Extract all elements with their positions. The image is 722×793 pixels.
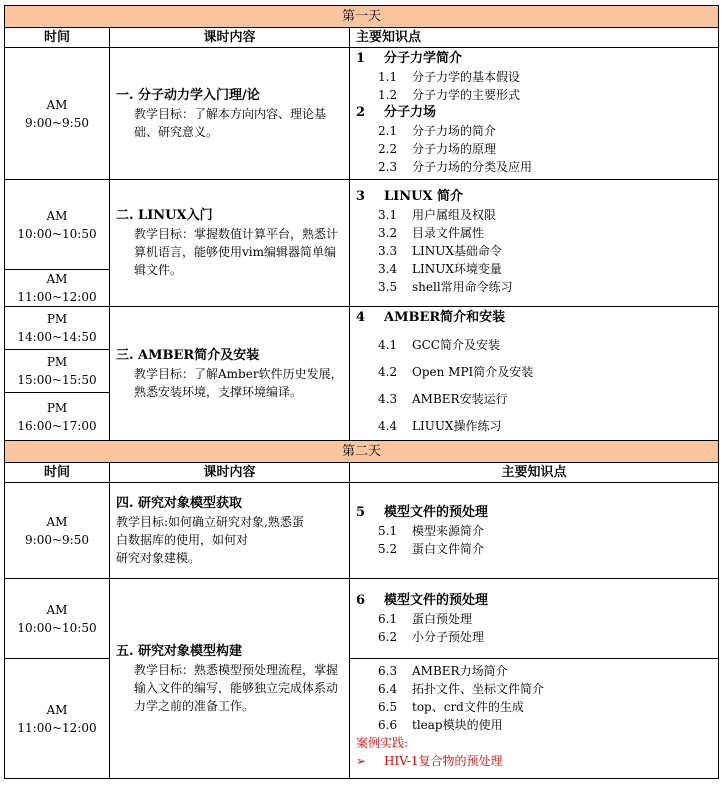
header-points: 主要知识点 xyxy=(350,28,719,48)
day2-title: 第二天 xyxy=(5,441,719,463)
points-5: 6 模型文件的预处理 6.1 蛋白预处理 6.2 小分子预处理 xyxy=(350,579,719,659)
header-points: 主要知识点 xyxy=(350,463,719,483)
lesson-title: 二. LINUX入门 xyxy=(116,208,213,223)
lesson-title: 五. 研究对象模型构建 xyxy=(116,643,243,659)
case-item: ➢ HIV-1复合物的预处理 xyxy=(356,754,503,768)
time-slot: PM 16:00~17:00 xyxy=(5,393,110,441)
time-slot: AM 10:00~10:50 xyxy=(5,180,110,270)
time-slot: PM 15:00~15:50 xyxy=(5,350,110,393)
case-label: 案例实践: xyxy=(356,736,409,750)
lesson-4 xyxy=(110,483,350,579)
lesson-title: 一. 分子动力学入门理/论 xyxy=(116,87,260,103)
lesson-title: 三. AMBER简介及安装 xyxy=(116,347,260,363)
time-slot: PM 14:00~14:50 xyxy=(5,307,110,350)
time-slot: AM 11:00~12:00 xyxy=(5,270,110,307)
time-slot: AM 9:00~9:50 xyxy=(5,48,110,180)
arrow-bullet-icon: ➢ xyxy=(356,754,367,768)
points-2: 3 LINUX 简介 3.1 用户属组及权限 3.2 目录文件属性 3.3 LINUX基础命令 3.4 LINUX环境变量 3.5 shell常用命令练习 xyxy=(350,180,719,307)
time-slot: AM 9:00~9:50 xyxy=(5,483,110,579)
points-1: 1 分子力学简介 1.1 分子力学的基本假设 1.2 分子力学的主要形式 2 分子力场 2.1 分子力场的简介 2.2 分子力场的原理 2.3 分子力场的分类及应用 xyxy=(350,48,719,180)
time-slot: AM 10:00~10:50 xyxy=(5,579,110,659)
header-content: 课时内容 xyxy=(110,28,350,48)
lesson-goal: 教学目标：掌握数值计算平台，熟悉计算机语言，能够使用vim编辑器简单编辑文件。 xyxy=(134,227,339,277)
lesson-goal: 教学目标：了解Amber软件历史发展，熟悉安装环境，支撑环境编译。 xyxy=(134,366,343,399)
lesson-goal: 教学目标：熟悉模型预处理流程，掌握输入文件的编写，能够独立完成体系动力学之前的准备工作。 xyxy=(134,662,339,713)
points-3: 4 AMBER简介和安装 4.1 GCC简介及安装 4.2 Open MPI简介及安装 4.3 AMBER安装运行 4.4 LIUUX操作练习 xyxy=(350,307,719,441)
lesson-goal: 教学目标：了解本方向内容、理论基础、研究意义。 xyxy=(134,106,327,139)
points-6: 6.3 AMBER力场简介 6.4 拓扑文件、坐标文件简介 6.5 top、crd文件的生成 6.6 tleap模块的使用 案例实践: ➢ HIV-1复合物的预处理 xyxy=(350,659,719,779)
points-4: 5 模型文件的预处理 5.1 模型来源简介 5.2 蛋白文件简介 xyxy=(350,483,719,579)
header-time: 时间 xyxy=(5,28,110,48)
lesson-goal: 教学目标:如何确立研究对象,熟悉蛋 白数据库的使用，如何对 研究对象建模。 xyxy=(116,514,304,565)
lesson-2 xyxy=(110,180,350,307)
lesson-title: 四. 研究对象模型获取 xyxy=(116,495,243,511)
header-time: 时间 xyxy=(5,463,110,483)
lesson-5 xyxy=(110,579,350,779)
time-slot: AM 11:00~12:00 xyxy=(5,659,110,779)
header-content: 课时内容 xyxy=(110,463,350,483)
schedule-table xyxy=(4,5,719,779)
lesson-3 xyxy=(110,307,350,441)
lesson-1 xyxy=(110,48,350,180)
day1-title: 第一天 xyxy=(5,6,719,28)
